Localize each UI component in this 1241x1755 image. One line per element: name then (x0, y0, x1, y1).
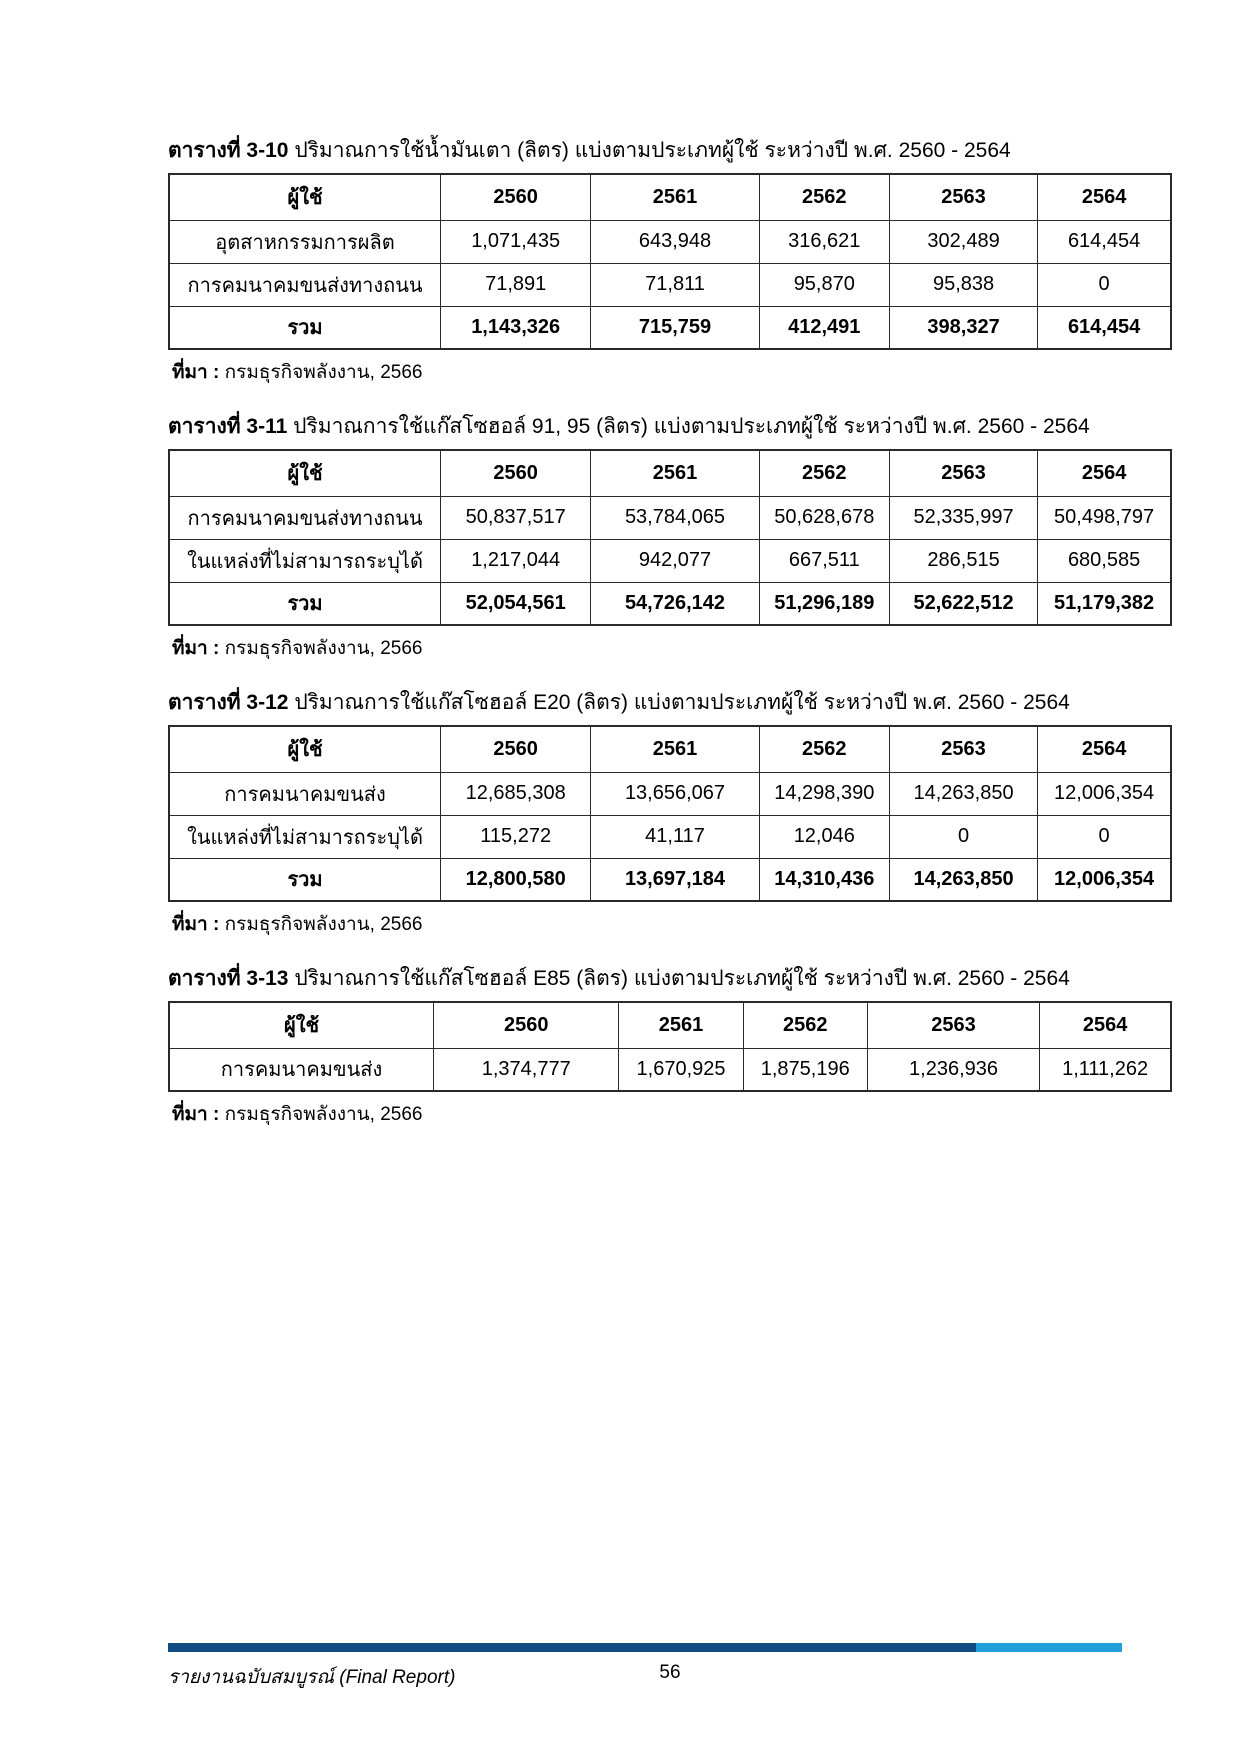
table-title (168, 414, 1172, 440)
source-text: กรมธุรกิจพลังงาน, 2566 (224, 362, 423, 383)
cell: 12,006,354 (1038, 772, 1171, 815)
cell: 1,374,777 (434, 1048, 619, 1091)
footer-bar-dark-segment (168, 1643, 976, 1652)
table-3-12-section (168, 690, 1172, 939)
header-cell: ผู้ใช้ (169, 726, 441, 772)
cell: 0 (1038, 815, 1171, 858)
cell: 53,784,065 (591, 496, 759, 539)
header-cell: 2563 (889, 726, 1037, 772)
footer-accent-bar (168, 1643, 1122, 1652)
header-cell: 2561 (619, 1002, 743, 1048)
cell: 71,811 (591, 263, 759, 306)
cell: 1,217,044 (441, 539, 591, 582)
total-cell: 412,491 (759, 306, 889, 349)
total-cell: 398,327 (889, 306, 1037, 349)
total-cell: 14,263,850 (889, 858, 1037, 901)
total-cell: 12,006,354 (1038, 858, 1171, 901)
header-cell: 2563 (889, 450, 1037, 496)
header-cell: 2560 (441, 450, 591, 496)
total-cell: 14,310,436 (759, 858, 889, 901)
table-3-13-section (168, 966, 1172, 1129)
cell: 316,621 (759, 220, 889, 263)
total-label: รวม (169, 582, 441, 625)
table-caption: ปริมาณการใช้น้ำมันเตา (ลิตร) แบ่งตามประเภทผู้ใช้ ระหว่างปี พ.ศ. 2560 - 2564 (294, 139, 1011, 162)
source-text: กรมธุรกิจพลังงาน, 2566 (224, 638, 423, 659)
total-cell: 12,800,580 (441, 858, 591, 901)
footer-bar-light-segment (976, 1643, 1122, 1652)
cell: 302,489 (889, 220, 1037, 263)
header-cell: 2560 (441, 174, 591, 220)
total-cell: 715,759 (591, 306, 759, 349)
total-row (169, 858, 1171, 901)
table-row (169, 815, 1171, 858)
header-cell: 2560 (434, 1002, 619, 1048)
total-cell: 13,697,184 (591, 858, 759, 901)
cell: 50,837,517 (441, 496, 591, 539)
table-row (169, 539, 1171, 582)
source-note (172, 1099, 1172, 1129)
header-row (169, 174, 1171, 220)
total-cell: 52,054,561 (441, 582, 591, 625)
header-cell: 2564 (1038, 174, 1171, 220)
table-title (168, 966, 1172, 992)
cell: 1,236,936 (867, 1048, 1039, 1091)
total-row (169, 306, 1171, 349)
header-cell: ผู้ใช้ (169, 174, 441, 220)
cell: 50,498,797 (1038, 496, 1171, 539)
total-cell: 52,622,512 (889, 582, 1037, 625)
page-content (168, 138, 1172, 1156)
footer-page-number: 56 (659, 1662, 681, 1683)
header-cell: 2562 (759, 726, 889, 772)
cell: 643,948 (591, 220, 759, 263)
cell: 13,656,067 (591, 772, 759, 815)
cell: 680,585 (1038, 539, 1171, 582)
header-cell: 2563 (889, 174, 1037, 220)
cell: 1,875,196 (743, 1048, 867, 1091)
header-row (169, 1002, 1171, 1048)
row-label: การคมนาคมขนส่ง (169, 772, 441, 815)
footer (168, 1662, 1172, 1688)
row-label: ในแหล่งที่ไม่สามารถระบุได้ (169, 539, 441, 582)
row-label: การคมนาคมขนส่งทางถนน (169, 496, 441, 539)
cell: 942,077 (591, 539, 759, 582)
table-row (169, 263, 1171, 306)
table-row (169, 220, 1171, 263)
cell: 0 (889, 815, 1037, 858)
table-caption: ปริมาณการใช้แก๊สโซฮอล์ E20 (ลิตร) แบ่งตามประเภทผู้ใช้ ระหว่างปี พ.ศ. 2560 - 2564 (294, 691, 1070, 714)
total-cell: 614,454 (1038, 306, 1171, 349)
cell: 115,272 (441, 815, 591, 858)
source-label: ที่มา : (172, 914, 220, 935)
cell: 1,111,262 (1040, 1048, 1171, 1091)
cell: 286,515 (889, 539, 1037, 582)
table-label: ตารางที่ 3-12 (168, 691, 289, 714)
cell: 12,046 (759, 815, 889, 858)
table-row (169, 772, 1171, 815)
data-table-3-10 (168, 173, 1172, 350)
total-row (169, 582, 1171, 625)
header-row (169, 450, 1171, 496)
source-note (172, 909, 1172, 939)
header-cell: 2562 (759, 174, 889, 220)
cell: 14,298,390 (759, 772, 889, 815)
row-label: การคมนาคมขนส่ง (169, 1048, 434, 1091)
cell: 614,454 (1038, 220, 1171, 263)
header-cell: 2564 (1040, 1002, 1171, 1048)
cell: 0 (1038, 263, 1171, 306)
source-label: ที่มา : (172, 1104, 220, 1125)
table-caption: ปริมาณการใช้แก๊สโซฮอล์ 91, 95 (ลิตร) แบ่งตามประเภทผู้ใช้ ระหว่างปี พ.ศ. 2560 - 2564 (293, 415, 1090, 438)
data-table-3-13 (168, 1001, 1172, 1092)
total-cell: 54,726,142 (591, 582, 759, 625)
table-title (168, 138, 1172, 164)
cell: 95,838 (889, 263, 1037, 306)
table-row (169, 1048, 1171, 1091)
source-note (172, 633, 1172, 663)
header-cell: 2560 (441, 726, 591, 772)
row-label: อุตสาหกรรมการผลิต (169, 220, 441, 263)
header-cell: 2562 (759, 450, 889, 496)
table-row (169, 496, 1171, 539)
header-cell: 2562 (743, 1002, 867, 1048)
source-text: กรมธุรกิจพลังงาน, 2566 (224, 914, 423, 935)
table-label: ตารางที่ 3-13 (168, 967, 289, 990)
cell: 52,335,997 (889, 496, 1037, 539)
cell: 41,117 (591, 815, 759, 858)
row-label: ในแหล่งที่ไม่สามารถระบุได้ (169, 815, 441, 858)
source-note (172, 357, 1172, 387)
footer-report-label: รายงานฉบับสมบูรณ์ (Final Report) (168, 1667, 456, 1688)
table-title (168, 690, 1172, 716)
table-label: ตารางที่ 3-10 (168, 139, 289, 162)
data-table-3-12 (168, 725, 1172, 902)
header-cell: 2561 (591, 726, 759, 772)
header-cell: 2563 (867, 1002, 1039, 1048)
header-cell: 2564 (1038, 726, 1171, 772)
source-text: กรมธุรกิจพลังงาน, 2566 (224, 1104, 423, 1125)
header-cell: 2561 (591, 450, 759, 496)
table-caption: ปริมาณการใช้แก๊สโซฮอล์ E85 (ลิตร) แบ่งตามประเภทผู้ใช้ ระหว่างปี พ.ศ. 2560 - 2564 (294, 967, 1070, 990)
total-cell: 1,143,326 (441, 306, 591, 349)
cell: 50,628,678 (759, 496, 889, 539)
header-cell: ผู้ใช้ (169, 450, 441, 496)
cell: 667,511 (759, 539, 889, 582)
cell: 95,870 (759, 263, 889, 306)
cell: 71,891 (441, 263, 591, 306)
header-cell: 2564 (1038, 450, 1171, 496)
row-label: การคมนาคมขนส่งทางถนน (169, 263, 441, 306)
table-3-11-section (168, 414, 1172, 663)
cell: 1,670,925 (619, 1048, 743, 1091)
header-row (169, 726, 1171, 772)
header-cell: 2561 (591, 174, 759, 220)
source-label: ที่มา : (172, 638, 220, 659)
table-3-10-section (168, 138, 1172, 387)
total-label: รวม (169, 306, 441, 349)
cell: 12,685,308 (441, 772, 591, 815)
header-cell: ผู้ใช้ (169, 1002, 434, 1048)
total-label: รวม (169, 858, 441, 901)
table-label: ตารางที่ 3-11 (168, 415, 288, 438)
total-cell: 51,179,382 (1038, 582, 1171, 625)
cell: 14,263,850 (889, 772, 1037, 815)
data-table-3-11 (168, 449, 1172, 626)
total-cell: 51,296,189 (759, 582, 889, 625)
source-label: ที่มา : (172, 362, 220, 383)
cell: 1,071,435 (441, 220, 591, 263)
